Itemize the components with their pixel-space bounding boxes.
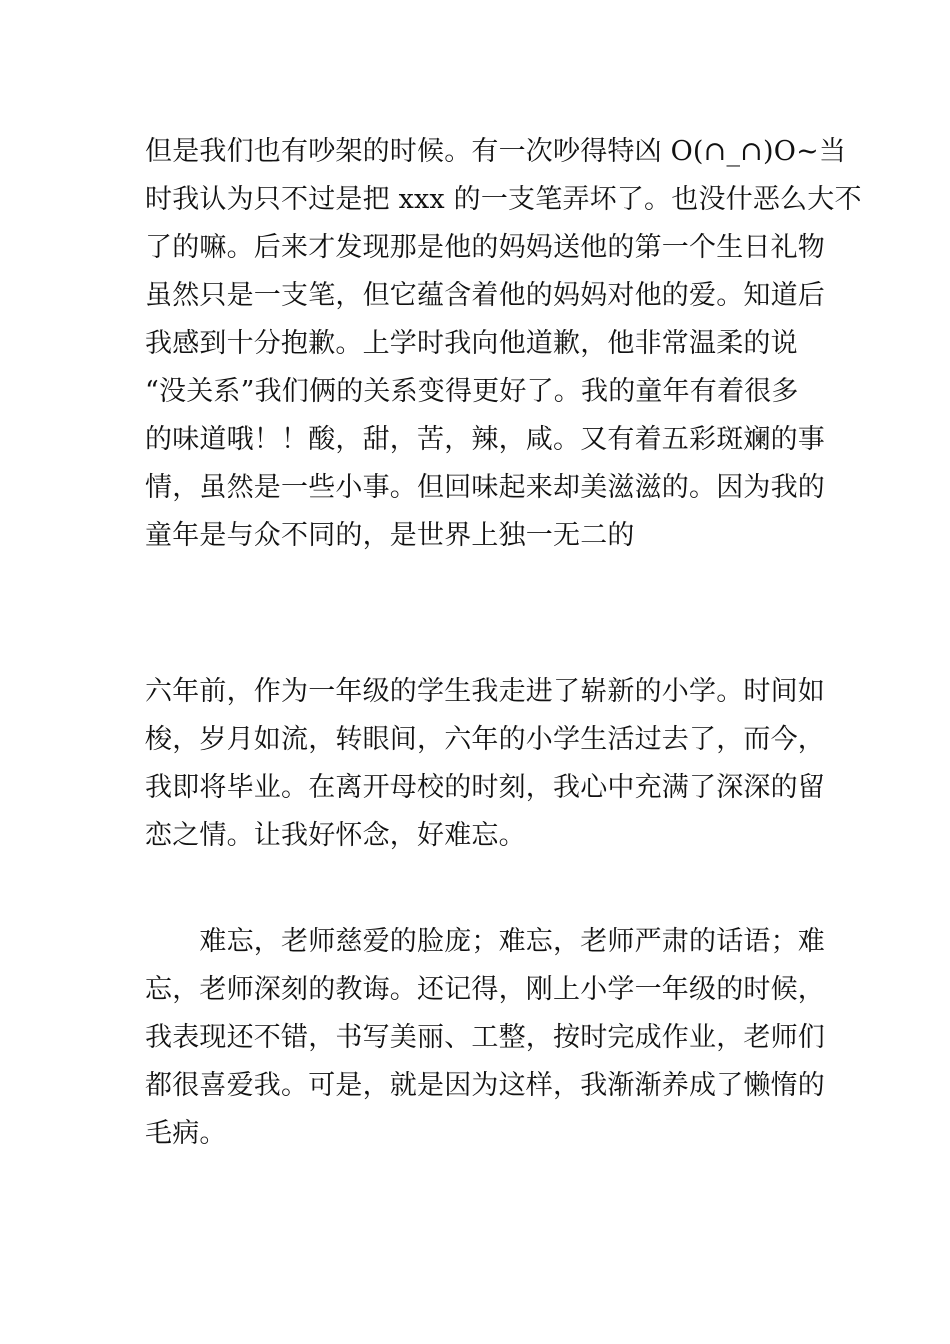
paragraph-3-line-5: 毛病。 — [145, 1118, 227, 1149]
paragraph-2-line-1: 六年前，作为一年级的学生我走进了崭新的小学。时间如 — [145, 676, 825, 707]
paragraph-3-line-1: 难忘，老师慈爱的脸庞；难忘，老师严肃的话语；难 — [145, 926, 825, 957]
paragraph-3-line-3: 我表现还不错，书写美丽、工整，按时完成作业，老师们 — [145, 1022, 825, 1053]
paragraph-2-line-3: 我即将毕业。在离开母校的时刻，我心中充满了深深的留 — [145, 772, 825, 803]
paragraph-1-line-4: 虽然只是一支笔，但它蕴含着他的妈妈对他的爱。知道后 — [145, 280, 825, 311]
paragraph-2-line-4: 恋之情。让我好怀念，好难忘。 — [145, 820, 526, 851]
paragraph-2-line-2: 梭，岁月如流，转眼间，六年的小学生活过去了，而今， — [145, 724, 825, 755]
paragraph-3-line-4: 都很喜爱我。可是，就是因为这样，我渐渐养成了懒惰的 — [145, 1070, 825, 1101]
paragraph-1-line-7: 的味道哦！！酸，甜，苦，辣，咸。又有着五彩斑斓的事 — [145, 424, 825, 455]
paragraph-1-line-2: 时我认为只不过是把 xxx 的一支笔弄坏了。也没什恶么大不 — [145, 184, 862, 215]
paragraph-1-line-8: 情，虽然是一些小事。但回味起来却美滋滋的。因为我的 — [145, 472, 825, 503]
paragraph-3-line-2: 忘，老师深刻的教诲。还记得，刚上小学一年级的时候， — [145, 974, 825, 1005]
paragraph-1-line-5: 我感到十分抱歉。上学时我向他道歉，他非常温柔的说 — [145, 328, 798, 359]
paragraph-1-line-6: “没关系”我们俩的关系变得更好了。我的童年有着很多 — [145, 376, 799, 407]
paragraph-1-line-1: 但是我们也有吵架的时候。有一次吵得特凶 O(∩_∩)O~当 — [145, 136, 847, 167]
paragraph-1-line-9: 童年是与众不同的，是世界上独一无二的 — [145, 520, 635, 551]
paragraph-1-line-3: 了的嘛。后来才发现那是他的妈妈送他的第一个生日礼物 — [145, 232, 825, 263]
